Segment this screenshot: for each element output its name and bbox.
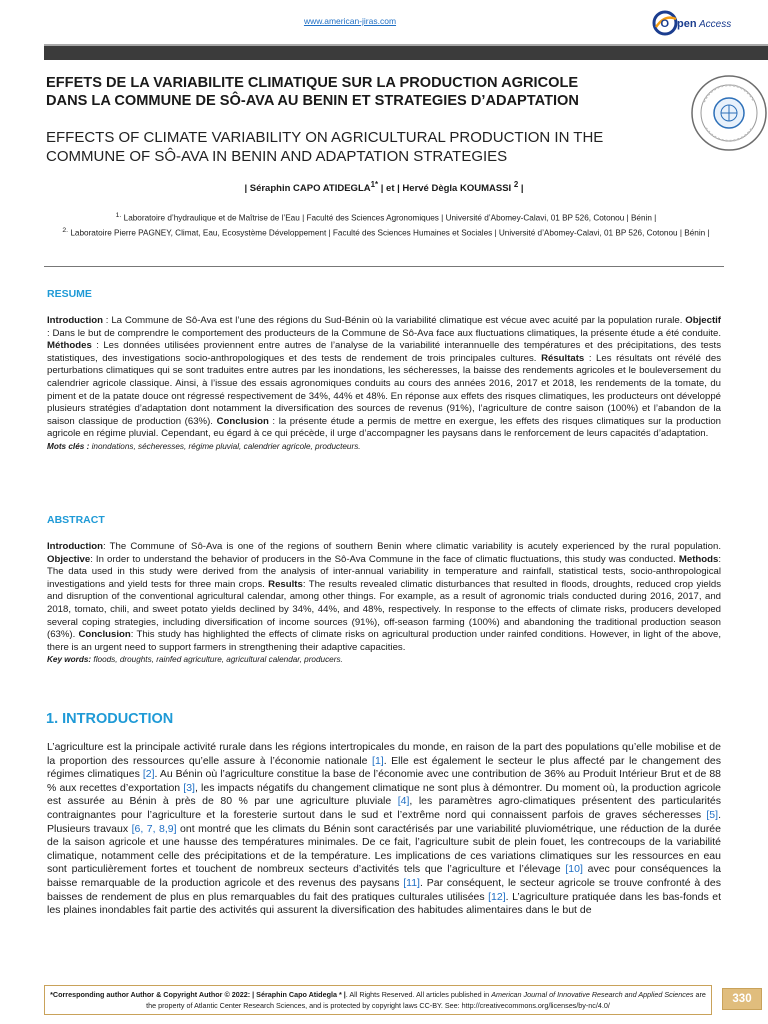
affiliation-1 (46, 210, 726, 225)
text: : Les résultats ont révélé des perturbations climatiques qui se sont traduites entre autres par les inondations, les sécheresses, la baisse des rendements agricoles et le bouleversement du calendrier agricole classique. Ainsi, à l’issue des essais agronomiques conduits au cours des années 2016, 2017 et 2018, les rendements de la tomate, du piment et de la patate douce ont régressé respectivement de 34%, 44% et 48%. En réponse aux effets des risques climatiques, les producteurs ont développé plusieurs stratégies d’adaptation dont notamment la diversification des sources de revenus (91%), l’agriculture de contre saison (100%) et l’abandon de la saison classique de production (63%). (47, 352, 721, 427)
text: : In order to understand the behavior of producers in the Sô-Ava Commune in the face of climatic fluctuations, this study was conducted. (90, 553, 679, 565)
journal-seal-logo (690, 74, 768, 152)
affil-text: Laboratoire d’hydraulique et de Maîtrise de l’Eau | Faculté des Sciences Agronomiques | Université d’Abomey-Calavi, 01 BP 526, Cotonou | Bénin | (121, 213, 657, 223)
label: Introduction (47, 315, 103, 326)
label: Objectif (685, 315, 721, 326)
citation-link[interactable]: [10] (565, 863, 583, 876)
article-title-english (46, 128, 686, 166)
keywords-label: Key words: (47, 655, 92, 665)
text: . Elle est également le secteur le plus affecté par le changement des régimes climatiques (47, 754, 722, 781)
resume-paragraph (47, 315, 721, 441)
text: : Dans le but de comprendre le comportement des producteurs de la Commune de Sô-Ava face aux fluctuations climatiques, la présente étude a été conduite. (47, 327, 721, 339)
text: : The Commune of Sô-Ava is one of the regions of southern Benin where climatic variability is acutely experienced by the rural population. (102, 541, 721, 552)
keywords-text: floods, droughts, rainfed agriculture, agricultural calendar, producers. (91, 655, 343, 665)
abstract-paragraph (47, 541, 721, 654)
copyright-footer (44, 985, 712, 1015)
text: , les impacts négatifs du changement climatique ne sont plus à démontrer. Du moment où, la production agricole est assurée au Bénin à près de 80 % par une agriculture pluviale (47, 781, 721, 808)
citation-link[interactable]: [5] (706, 808, 719, 821)
text: . L’agriculture pratiquée dans les bas-fonds et les plaines inondables fait partie des activités qui assurent la diversification des habitudes alimentaires dans le but de (47, 890, 721, 917)
title-en-line: EFFECTS OF CLIMATE VARIABILITY ON AGRICULTURAL PRODUCTION IN THE (46, 129, 604, 146)
affil-marker: 1. (115, 212, 122, 219)
citation-link[interactable]: [2] (142, 768, 155, 781)
title-fr-line: DANS LA COMMUNE DE SÔ-AVA AU BENIN ET STRATEGIES D’ADAPTATION (46, 93, 579, 109)
affil-text: Laboratoire Pierre PAGNEY, Climat, Eau, Ecosystème Développement | Faculté des Sciences Humaines et Sociales | Université d’Abomey-Calavi, 01 BP 526, Cotonou | Bénin | (68, 228, 710, 238)
footer-journal: American Journal of Innovative Research and Applied Sciences (491, 990, 694, 999)
text: : Les données utilisées proviennent entre autres de l’analyse de la variabilité interannuelle des températures et des précipitations, des tests statistiques, des investigations socio-anthropologiques et des tests de rendement de trois principales cultures. (47, 340, 721, 364)
author-affil-marker: 2 (513, 180, 519, 189)
footer-text: . All Rights Reserved. All articles published in (345, 990, 492, 999)
text: avec pour conséquences la baisse remarquable de la production agricole et des revenus des paysans (47, 863, 721, 889)
label: Conclusion (216, 415, 269, 427)
affiliation-2 (46, 225, 726, 240)
resume-body (47, 315, 721, 454)
citation-link[interactable]: [3] (183, 781, 195, 794)
affil-marker: 2. (62, 227, 69, 235)
author-affil-marker: 1* (370, 180, 379, 189)
citation-link[interactable]: [11] (403, 876, 420, 889)
introduction-heading: 1. INTRODUCTION (46, 711, 174, 727)
text: , les paramètres agro-climatiques présentent des particularités contraignantes pour l’agriculture et la foresterie surtout dans le sud et l’extrême nord qui connaissent parfois de graves sécheresses (47, 795, 721, 821)
text: : This study has highlighted the effects of climate risks on agricultural production under rainfed conditions. However, in light of the above, there is an urgent need to support farmers in strengthening their adaptive capacities. (47, 629, 721, 653)
open-access-icon (652, 10, 762, 36)
citation-link[interactable]: [1] (372, 754, 384, 767)
journal-seal-icon (690, 74, 768, 152)
text: : La Commune de Sô-Ava est l’une des régions du Sud-Bénin où la variabilité climatique est vécue avec acuité par la population rurale. (102, 315, 686, 326)
article-title-french (46, 74, 686, 110)
text: : la présente étude a permis de mettre en exergue, les effets des risques climatiques sur la production agricole en régime pluvial. Cependant, eu égard à ce qui précède, il urge d’accompagner les paysans dans le renforcement de leurs capacités d’adaptation. (47, 415, 721, 440)
author-separator: | et | (378, 183, 403, 195)
journal-url-link[interactable]: www.american-jiras.com (303, 16, 397, 26)
label: Results (268, 578, 303, 590)
abstract-heading: ABSTRACT (47, 514, 105, 526)
resume-heading: RESUME (47, 288, 92, 300)
title-en-line: COMMUNE OF SÔ-AVA IN BENIN AND ADAPTATION STRATEGIES (46, 148, 508, 165)
header-bar (44, 44, 768, 60)
text: : The results revealed climatic disturbances that resulted in floods, droughts, reduced crop yields and disruption of the conventional agricultural calendar, among other things. For example, as a result of agronomic trials conducted during 2016, 2017, and 2018, tomato, chili, and sweet potato yields declined by 34%, 44%, and 48%, respectively. In response to the effects of climate risks, producers developed several coping strategies, including diversification of income sources (91%), off-season farming (100%) and abandoning the traditional production season (63%). (47, 578, 721, 641)
text: ont montré que les climats du Bénin sont caractérisés par une variabilité pluviométrique, une réduction de la durée de la saison agricole et une hausse des températures minimales. De ce fait, l’agriculture subit de plein fouet, les contrecoups de la variabilité climatique, notamment celle des précipitations et de la température. Les implications de ces variations climatiques sur les ressources en eau sont particulièrement fortes et touchent de nombreux secteurs d’activités tels que l’agriculture et l’élevage (47, 822, 721, 876)
abstract-body (47, 541, 721, 667)
label: Objective (47, 553, 91, 565)
text: . Par conséquent, le secteur agricole se trouve confronté à des baisses de rendement de plus en plus remarquables du fait des pratiques culturales utilisées (47, 876, 721, 903)
author-name: | Séraphin CAPO ATIDEGLA (244, 183, 371, 195)
label: Introduction (47, 541, 103, 552)
citation-link[interactable]: [6, 7, 8,9] (131, 822, 177, 835)
text: : The data used in this study were derived from the analysis of inter-annual variability in temperature and rainfall, statistical tests, socio-anthropological investigations and yield tests for three main crops. (47, 553, 721, 590)
open-access-logo (652, 10, 762, 36)
text: . Au Bénin où l’agriculture constitue la base de l’économie avec une contribution de 36% au Produit Intérieur Brut et de 88 % aux recettes d’exportation (47, 768, 721, 794)
label: Méthodes (47, 340, 92, 352)
footer-text: are the property of Atlantic Center Research Sciences, and is protected by copyright laws CC-BY. See: http://creativecommons.org/licenses/by-nc/4.0/ (146, 990, 706, 1010)
citation-link[interactable]: [4] (397, 795, 410, 808)
citation-link[interactable]: [12] (488, 890, 506, 903)
svg-text:O: O (660, 18, 670, 30)
svg-text:pen: pen (677, 18, 697, 30)
svg-text:Access: Access (699, 19, 732, 30)
page-number-badge: 330 (722, 988, 762, 1010)
keywords-label: Mots clés : (47, 441, 90, 451)
affiliations (46, 210, 726, 240)
resume-keywords (47, 441, 721, 454)
author-list (0, 180, 768, 194)
abstract-keywords (47, 654, 721, 667)
label: Résultats (541, 352, 585, 364)
text: L’agriculture est la principale activité rurale dans les régions intertropicales du monde, en raison de la part des populations qu’elle mobilise et de la proportion des ressources qu’elle assure à l’économie nationale (47, 741, 721, 767)
divider (44, 266, 724, 267)
author-name: Hervé Dègla KOUMASSI (402, 183, 512, 195)
text: . Plusieurs travaux (47, 808, 721, 835)
author-separator: | (518, 183, 524, 195)
title-fr-line: EFFETS DE LA VARIABILITE CLIMATIQUE SUR LA PRODUCTION AGRICOLE (46, 75, 579, 91)
introduction-body (47, 741, 721, 918)
label: Methods (678, 553, 719, 565)
footer-author: *Corresponding author Author & Copyright Author © 2022: | Séraphin Capo Atidegla * | (50, 990, 346, 999)
keywords-text: inondations, sécheresses, régime pluvial, calendrier agricole, producteurs. (89, 441, 361, 451)
label: Conclusion (78, 629, 131, 641)
